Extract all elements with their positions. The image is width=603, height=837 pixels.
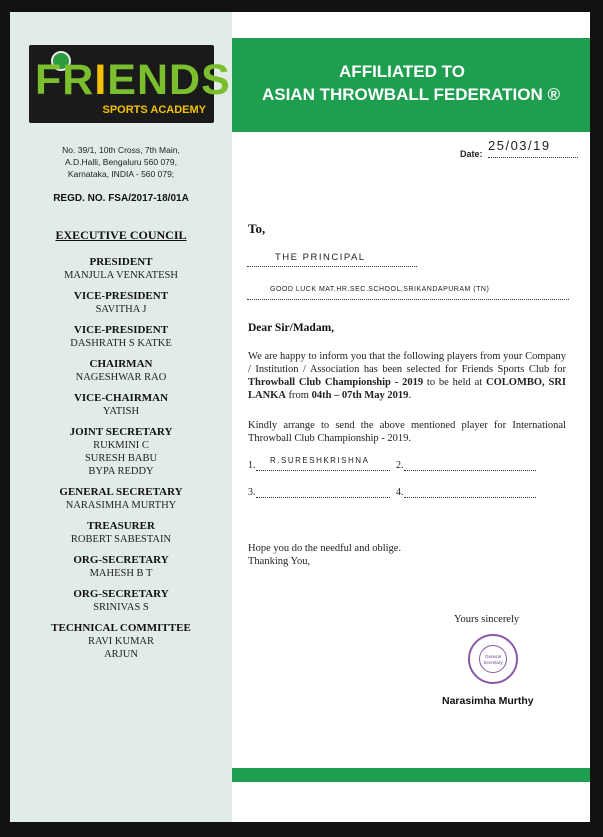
council-member xyxy=(10,554,232,580)
footer-band xyxy=(232,768,590,782)
player-slot-4-line xyxy=(404,497,536,498)
council-member-name: RAVI KUMAR xyxy=(87,636,155,647)
council-member xyxy=(10,358,232,384)
player-slot-2-line xyxy=(404,470,536,471)
council-role: GENERAL SECRETARY xyxy=(59,486,183,498)
player-slot-4-number: 4. xyxy=(396,487,404,498)
date-label: Date: xyxy=(460,149,483,159)
council-member-name: YATISH xyxy=(102,406,140,417)
logo-subtitle: SPORTS ACADEMY xyxy=(102,104,206,116)
player-slot-2-number: 2. xyxy=(396,460,404,471)
body-paragraph-1: We are happy to inform you that the following players from your Company / Institution / Association has been selected for Friends Sports Club for Throwball Club Championship - 2019 to be held at COLOMBO, SRI LANKA from 04th – 07th May 2019. xyxy=(248,351,567,401)
player-slot-3-number: 3. xyxy=(248,487,256,498)
council-member-name: ROBERT SABESTAIN xyxy=(70,534,172,545)
council-member xyxy=(10,588,232,614)
academy-logo: FRIENDS SPORTS ACADEMY xyxy=(29,45,214,123)
council-role: CHAIRMAN xyxy=(89,358,153,370)
header-banner xyxy=(232,38,590,132)
council-member-name: SRINIVAS S xyxy=(93,602,149,613)
council-member-name: ARJUN xyxy=(104,649,138,660)
council-role: VICE-PRESIDENT xyxy=(73,290,169,302)
council-list xyxy=(10,256,232,669)
council-member-name: DASHRATH S KATKE xyxy=(70,338,172,349)
council-member-name: SURESH BABU xyxy=(84,453,158,464)
closing-line2: Thanking You, xyxy=(248,556,311,567)
seal-line2: Secretary xyxy=(483,660,503,665)
council-member xyxy=(10,392,232,418)
council-member xyxy=(10,520,232,546)
sidebar xyxy=(10,12,232,822)
yours-sincerely: Yours sincerely xyxy=(454,614,520,625)
registration-number: REGD. NO. FSA/2017-18/01A xyxy=(53,193,189,204)
signer-name: Narasimha Murthy xyxy=(442,695,534,707)
seal-line1: General xyxy=(484,654,501,659)
recipient-line1-rule xyxy=(247,266,417,267)
council-role: TREASURER xyxy=(87,520,155,532)
council-member-name: NARASIMHA MURTHY xyxy=(65,500,177,511)
letter-page xyxy=(10,12,590,822)
council-role: VICE-CHAIRMAN xyxy=(73,392,169,404)
council-role: ORG-SECRETARY xyxy=(73,554,169,566)
council-member xyxy=(10,622,232,661)
closing xyxy=(248,542,401,568)
council-member xyxy=(10,426,232,478)
header-line2: ASIAN THROWBALL FEDERATION ® xyxy=(261,85,561,104)
council-role: JOINT SECRETARY xyxy=(69,426,173,438)
address: No. 39/1, 10th Cross, 7th Main, A.D.Halli, Bengaluru 560 079, Karnataka, INDIA - 560 079; xyxy=(62,145,180,179)
seal-stamp xyxy=(468,634,518,684)
council-role: PRESIDENT xyxy=(89,256,153,268)
council-member-name: RUKMINI C xyxy=(93,440,149,451)
council-member-name: MAHESH B T xyxy=(89,568,153,579)
player-slot-1-name: R.SURESHKRISHNA xyxy=(270,456,370,465)
council-member-name: NAGESHWAR RAO xyxy=(75,372,167,383)
header-line1: AFFILIATED TO xyxy=(339,62,465,81)
closing-line1: Hope you do the needful and oblige. xyxy=(248,543,402,554)
council-member xyxy=(10,290,232,316)
council-member-name: BYPA REDDY xyxy=(88,466,154,477)
player-slot-1-line xyxy=(256,470,390,471)
salutation: Dear Sir/Madam, xyxy=(248,322,335,334)
council-member-name: SAVITHA J xyxy=(95,304,147,315)
council-member xyxy=(10,486,232,512)
council-role: TECHNICAL COMMITTEE xyxy=(51,622,191,634)
council-role: ORG-SECRETARY xyxy=(73,588,169,600)
player-slot-3-line xyxy=(256,497,390,498)
date-value: 25/03/19 xyxy=(488,138,551,153)
council-member-name: MANJULA VENKATESH xyxy=(64,270,178,281)
player-slot-1-number: 1. xyxy=(248,460,256,471)
to-label: To, xyxy=(248,221,266,236)
council-role: VICE-PRESIDENT xyxy=(73,324,169,336)
council-member xyxy=(10,256,232,282)
recipient-line2: GOOD LUCK MAT.HR.SEC.SCHOOL,SRIKANDAPURAM (TN) xyxy=(270,286,490,293)
recipient-line1: THE PRINCIPAL xyxy=(275,252,366,263)
council-title: EXECUTIVE COUNCIL xyxy=(55,228,187,242)
body-paragraph-2: Kindly arrange to send the above mentioned player for International Throwball Club Championship - 2019. xyxy=(248,420,566,444)
recipient-line2-rule xyxy=(247,299,569,300)
council-member xyxy=(10,324,232,350)
date-line xyxy=(488,157,578,158)
